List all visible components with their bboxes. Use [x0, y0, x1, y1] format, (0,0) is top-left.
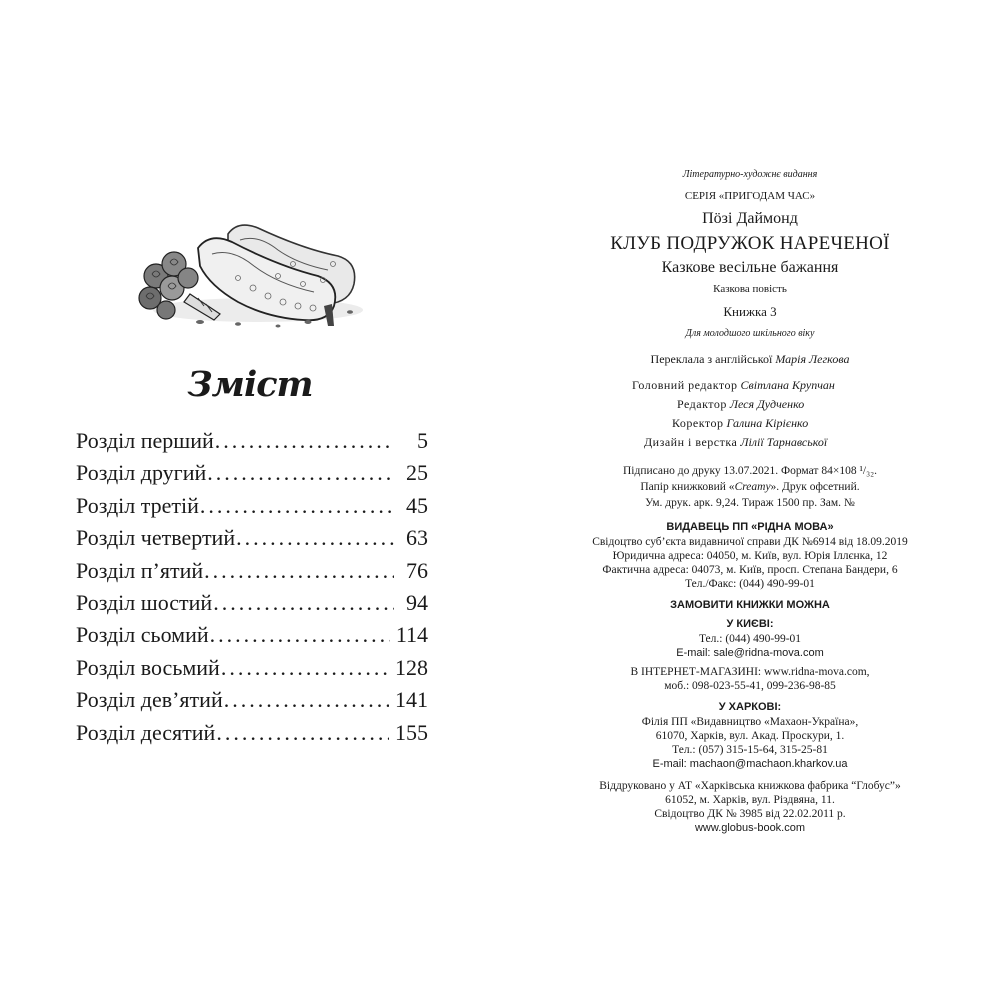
paper-text-start: Папір книжковий «: [640, 481, 735, 493]
credit-line: [644, 436, 904, 448]
toc-leader-dots: [216, 720, 389, 746]
credit-name: Лілії Тарнавської: [740, 435, 828, 449]
toc-entry-label: Розділ десятий: [76, 719, 216, 745]
toc-leader-dots: [207, 460, 394, 486]
book-number: Книжка 3: [723, 304, 777, 319]
toc-entry[interactable]: [76, 460, 428, 492]
paper-line: [552, 482, 948, 494]
shoes-and-bouquet-illustration: [128, 214, 364, 330]
online-shop-line: В ІНТЕРНЕТ-МАГАЗИНІ: www.ridna-mova.com,: [630, 666, 870, 678]
paper-brand: Creamy: [734, 481, 771, 493]
toc-entry-label: Розділ четвертий: [76, 525, 236, 551]
kharkiv-line: Філія ПП «Видавництво «Махаон-Україна»,: [641, 716, 859, 728]
toc-entry-label: Розділ шостий: [76, 589, 213, 615]
credit-line: [672, 417, 932, 429]
toc-entry[interactable]: [76, 428, 428, 460]
credit-label: Редактор: [677, 397, 727, 411]
kyiv-heading: У КИЄВІ:: [726, 618, 774, 630]
credit-line: [632, 379, 892, 391]
publisher-heading: ВИДАВЕЦЬ ПП «РІДНА МОВА»: [666, 521, 834, 533]
toc-entry-label: Розділ п’ятий: [76, 557, 204, 583]
credit-name: Світлана Крупчан: [740, 378, 835, 392]
toc-entry-label: Розділ перший: [76, 428, 214, 453]
toc-entry[interactable]: [76, 655, 428, 687]
toc-entry[interactable]: [76, 622, 428, 654]
toc-entry[interactable]: [76, 687, 428, 719]
toc-entry-label: Розділ третій: [76, 492, 199, 518]
credit-label: Дизайн і верстка: [644, 435, 738, 449]
toc-entry-page: 76: [406, 557, 428, 583]
order-heading: ЗАМОВИТИ КНИЖКИ МОЖНА: [670, 599, 830, 611]
toc-title: Зміст: [187, 364, 313, 405]
toc-entry-page: 155: [395, 719, 428, 745]
kharkiv-line: Тел.: (057) 315-15-64, 315-25-81: [672, 744, 828, 756]
translator-name: Марія Легкова: [775, 352, 850, 366]
toc-entry[interactable]: [76, 493, 428, 525]
paper-text-end: ». Друк офсетний.: [770, 481, 860, 493]
print-signed-line: Підписано до друку 13.07.2021. Формат 84×108 ¹/₃₂.: [623, 465, 877, 477]
toc-entry[interactable]: [76, 720, 428, 752]
toc-leader-dots: [224, 687, 389, 713]
toc-leader-dots: [221, 655, 389, 681]
toc-entry-page: 114: [395, 622, 428, 648]
toc-entry[interactable]: [76, 558, 428, 590]
credit-name: Галина Кірієнко: [726, 416, 809, 430]
toc-entry[interactable]: [76, 590, 428, 622]
toc-entry-page: 128: [395, 654, 428, 680]
table-of-contents: [76, 428, 428, 752]
credit-label: Коректор: [672, 416, 724, 430]
publisher-line: Свідоцтво суб’єкта видавничої справи ДК №6914 від 18.09.2019: [592, 536, 908, 548]
toc-entry-label: Розділ другий: [76, 460, 207, 486]
toc-entry-page: 94: [406, 589, 428, 615]
credit-line: [677, 398, 937, 410]
credit-label: Головний редактор: [632, 378, 738, 392]
toc-leader-dots: [213, 590, 394, 616]
publisher-line: Тел./Факс: (044) 490-99-01: [685, 578, 815, 590]
toc-entry-page: 5: [417, 428, 428, 453]
kyiv-email: E-mail: sale@ridna-mova.com: [676, 647, 824, 659]
toc-entry-page: 25: [406, 460, 428, 486]
translator-label: Переклала з англійської: [650, 352, 773, 366]
toc-entry-page: 45: [406, 492, 428, 518]
print-run-line: Ум. друк. арк. 9,24. Тираж 1500 пр. Зам. №: [645, 497, 855, 509]
edition-type: Літературно-художнє видання: [682, 169, 818, 180]
printer-line: Віддруковано у АТ «Харківська книжкова фабрика “Глобус”»: [599, 780, 901, 792]
book-title: КЛУБ ПОДРУЖОК НАРЕЧЕНОЇ: [610, 233, 890, 254]
printer-line: 61052, м. Харків, вул. Різдвяна, 11.: [665, 794, 835, 806]
printer-website: www.globus-book.com: [694, 822, 806, 834]
book-author: Пöзі Даймонд: [702, 210, 798, 227]
book-subtitle: Казкове весільне бажання: [661, 259, 839, 276]
online-shop-line: моб.: 098-023-55-41, 099-236-98-85: [664, 680, 836, 692]
toc-leader-dots: [204, 558, 394, 584]
toc-entry-page: 63: [406, 525, 428, 551]
toc-leader-dots: [200, 493, 394, 519]
toc-entry-label: Розділ сьомий: [76, 622, 209, 648]
credit-name: Леся Дудченко: [729, 397, 805, 411]
kyiv-line: Тел.: (044) 490-99-01: [698, 633, 802, 645]
toc-entry-label: Розділ дев’ятий: [76, 687, 223, 713]
toc-entry-label: Розділ восьмий: [76, 654, 220, 680]
book-genre: Казкова повість: [713, 283, 787, 295]
toc-entry[interactable]: [76, 525, 428, 557]
series-name: СЕРІЯ «ПРИГОДАМ ЧАС»: [684, 190, 816, 202]
publisher-line: Фактична адреса: 04073, м. Київ, просп. Степана Бандери, 6: [602, 564, 898, 576]
audience-note: Для молодшого шкільного віку: [685, 328, 815, 339]
kharkiv-line: 61070, Харків, вул. Акад. Проскури, 1.: [655, 730, 845, 742]
toc-leader-dots: [236, 525, 394, 551]
toc-entry-page: 141: [395, 687, 428, 713]
kharkiv-email: E-mail: machaon@machaon.kharkov.ua: [652, 758, 848, 770]
translator-line: [552, 353, 948, 365]
toc-leader-dots: [215, 428, 394, 454]
publisher-line: Юридична адреса: 04050, м. Київ, вул. Юрія Іллєнка, 12: [612, 550, 888, 562]
kharkiv-heading: У ХАРКОВІ:: [718, 701, 782, 713]
toc-leader-dots: [210, 622, 390, 648]
printer-line: Свідоцтво ДК № 3985 від 22.02.2011 р.: [654, 808, 846, 820]
